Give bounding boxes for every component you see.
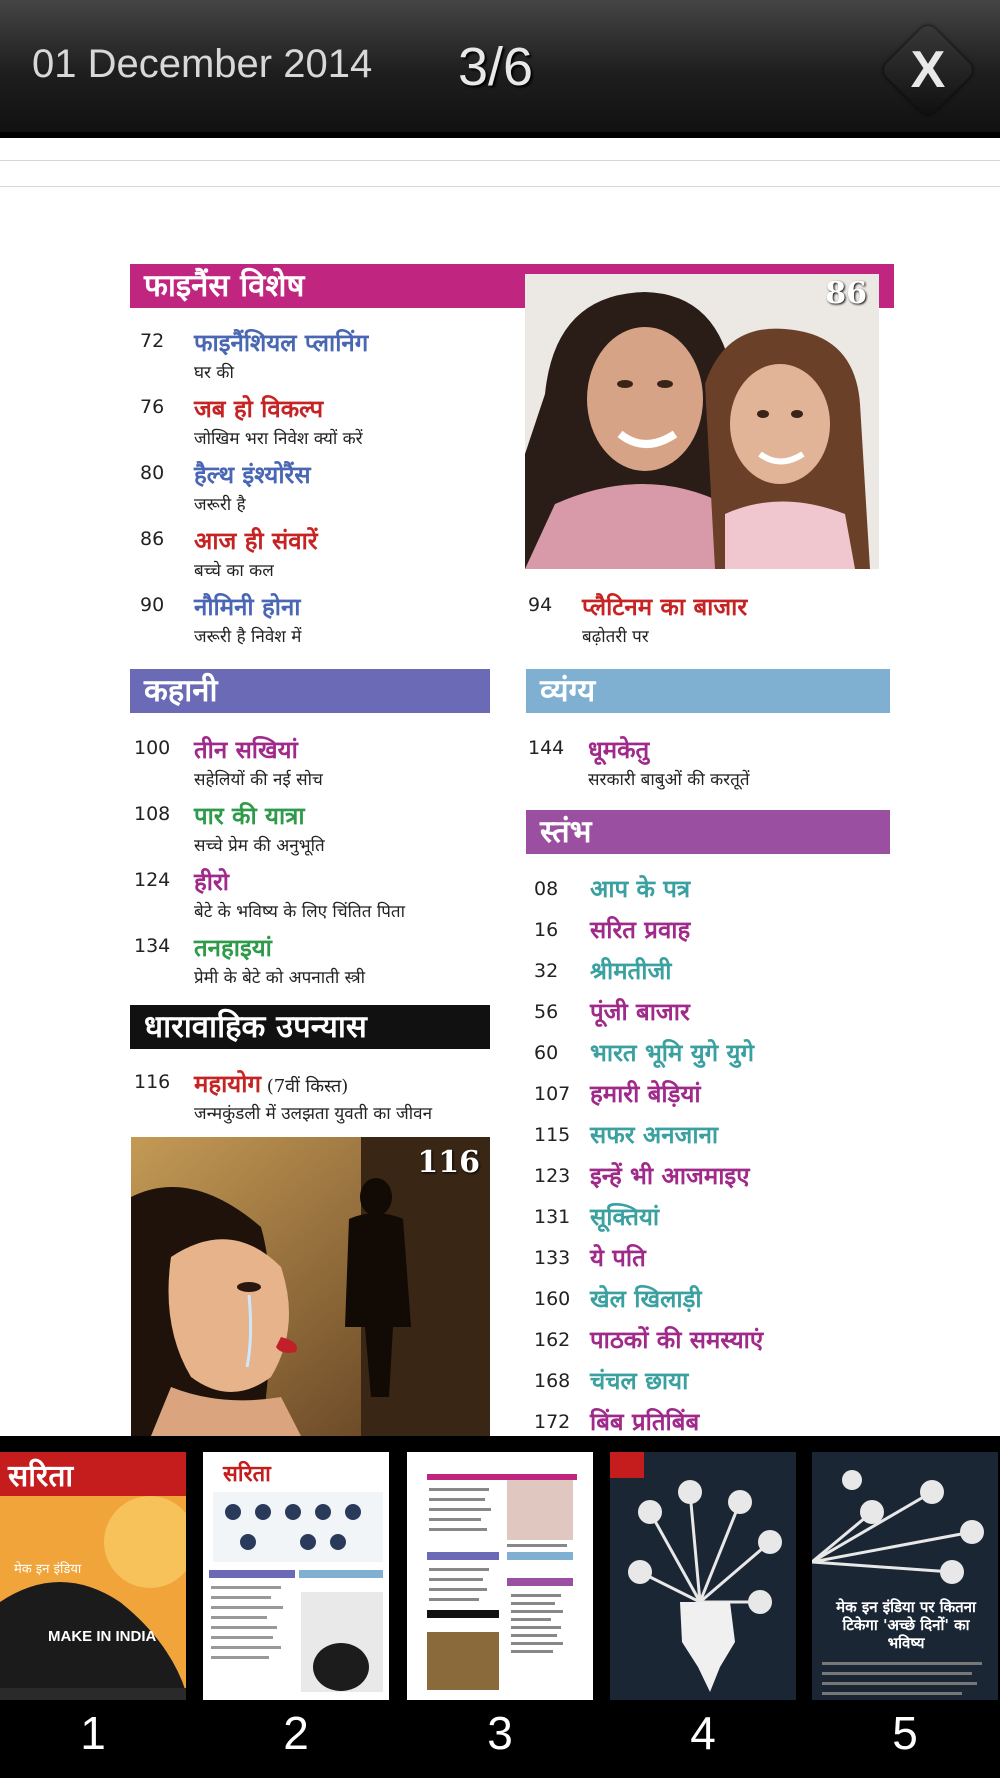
column-title: सूक्तियां	[590, 1202, 660, 1231]
stambh-heading-text: स्तंभ	[540, 814, 592, 850]
page-number: 16	[534, 919, 559, 941]
column-title: हमारी बेड़ियां	[590, 1079, 701, 1108]
page-number: 76	[140, 396, 165, 418]
article-subtitle: प्रेमी के बेटे को अपनाती स्त्री	[194, 968, 366, 988]
page-thumbnail-1[interactable]	[0, 1452, 186, 1700]
column-title: सफर अनजाना	[590, 1120, 719, 1149]
thumb-banner: MAKE IN INDIA	[48, 1628, 157, 1645]
page-number: 60	[534, 1042, 559, 1064]
page-thumbnail-4[interactable]	[610, 1452, 796, 1700]
column-title: श्रीमतीजी	[590, 956, 672, 985]
article-title: फाइनैंशियल प्लानिंग	[194, 328, 369, 357]
article-subtitle: सच्चे प्रेम की अनुभूति	[194, 836, 325, 856]
page-number: 162	[534, 1329, 571, 1351]
page-number: 131	[534, 1206, 571, 1228]
page-number: 86	[140, 528, 165, 550]
installment-note: (7वीं किस्त)	[260, 1076, 349, 1097]
page-number: 108	[134, 803, 171, 825]
page-edge	[0, 186, 1000, 187]
page-number: 172	[534, 1411, 571, 1433]
kahani-heading	[130, 669, 490, 713]
page-number: 123	[534, 1165, 571, 1187]
column-title: भारत भूमि युगे युगे	[590, 1038, 754, 1067]
thumb-label-3[interactable]: 3	[487, 1707, 513, 1759]
article-title: नौमिनी होना	[194, 592, 301, 621]
page-number: 168	[534, 1370, 571, 1392]
page-number: 32	[534, 960, 559, 982]
page-number: 80	[140, 462, 165, 484]
page-number: 144	[528, 737, 565, 759]
issue-date: 01 December 2014	[32, 42, 373, 86]
article-subtitle: बढ़ोतरी पर	[582, 627, 649, 647]
column-title: सरित प्रवाह	[590, 915, 691, 944]
kahani-heading-text: कहानी	[144, 673, 218, 709]
column-title: खेल खिलाड़ी	[590, 1284, 702, 1313]
thumb-label-4[interactable]: 4	[690, 1707, 716, 1759]
page-number: 115	[534, 1124, 571, 1146]
page-number: 72	[140, 330, 165, 352]
page-number: 134	[134, 935, 171, 957]
thumb-masthead: सरिता	[8, 1459, 74, 1494]
article-title: पार की यात्रा	[194, 801, 305, 830]
article-title: जब हो विकल्प	[194, 394, 324, 423]
article-subtitle: बेटे के भविष्य के लिए चिंतित पिता	[194, 902, 405, 922]
article-subtitle: बच्चे का कल	[194, 561, 274, 581]
article-title: हैल्थ इंश्योरैंस	[194, 460, 311, 489]
thumb-masthead: सरिता	[223, 1461, 271, 1487]
photo-page-number: 86	[825, 276, 867, 311]
column-title: इन्हें भी आजमाइए	[590, 1161, 750, 1190]
article-subtitle: जरूरी है	[194, 495, 246, 515]
page-edge	[0, 160, 1000, 161]
thumb-label-5[interactable]: 5	[892, 1707, 918, 1759]
column-title: पूंजी बाजार	[590, 997, 690, 1026]
article-subtitle: जरूरी है निवेश में	[194, 627, 302, 647]
page-number: 107	[534, 1083, 571, 1105]
close-button[interactable]	[880, 22, 976, 118]
stambh-heading	[526, 810, 890, 854]
article-subtitle: जोखिम भरा निवेश क्यों करें	[194, 429, 363, 449]
finance-heading-text: फाइनैंस विशेष	[144, 268, 305, 304]
upanyas-heading-text: धारावाहिक उपन्यास	[144, 1009, 367, 1045]
novel-illustration	[131, 1137, 490, 1436]
article-title: महायोग	[194, 1069, 261, 1098]
page-number: 116	[134, 1071, 171, 1093]
column-title: आप के पत्र	[590, 874, 691, 903]
article-subtitle: सहेलियों की नई सोच	[194, 770, 323, 790]
article-title: धूमकेतु	[588, 735, 650, 764]
page-number: 160	[534, 1288, 571, 1310]
article-subtitle: घर की	[194, 363, 234, 383]
vyangya-heading-text: व्यंग्य	[540, 673, 596, 709]
mother-daughter-photo	[525, 274, 879, 569]
page-number: 94	[528, 594, 553, 616]
close-icon: X	[910, 41, 946, 99]
page-thumbnail-5[interactable]	[812, 1452, 998, 1700]
article-subtitle: सरकारी बाबुओं की करतूतें	[588, 770, 750, 790]
page-thumbnail-2[interactable]	[203, 1452, 389, 1700]
column-title: ये पति	[590, 1243, 646, 1272]
thumb-cover-text: मेक इन इंडिया पर कितना टिकेगा 'अच्छे दिनों' का भविष्य	[836, 1598, 976, 1652]
page-number: 124	[134, 869, 171, 891]
column-title: बिंब प्रतिबिंब	[590, 1407, 700, 1436]
page-number: 100	[134, 737, 171, 759]
page-number: 08	[534, 878, 559, 900]
page-indicator: 3/6	[458, 37, 534, 97]
thumb-label-2[interactable]: 2	[283, 1707, 309, 1759]
page-number: 56	[534, 1001, 559, 1023]
page-number: 133	[534, 1247, 571, 1269]
thumb-label-1[interactable]: 1	[80, 1707, 106, 1759]
page-number: 90	[140, 594, 165, 616]
column-title: पाठकों की समस्याएं	[590, 1325, 764, 1354]
column-title: चंचल छाया	[590, 1366, 689, 1395]
top-bar	[0, 0, 1000, 138]
article-title: हीरो	[194, 867, 229, 896]
page-thumbnail-3[interactable]	[407, 1452, 593, 1700]
article-title: तनहाइयां	[194, 933, 272, 962]
upanyas-heading	[130, 1005, 490, 1049]
article-title: प्लैटिनम का बाजार	[582, 592, 748, 621]
vyangya-heading	[526, 669, 890, 713]
thumb-cover-text: मेक इन इंडिया	[14, 1562, 82, 1577]
article-title: तीन सखियां	[194, 735, 298, 764]
illustration-page-number: 116	[417, 1145, 480, 1180]
article-subtitle: जन्मकुंडली में उलझता युवती का जीवन	[194, 1104, 433, 1124]
article-title: आज ही संवारें	[194, 526, 318, 555]
